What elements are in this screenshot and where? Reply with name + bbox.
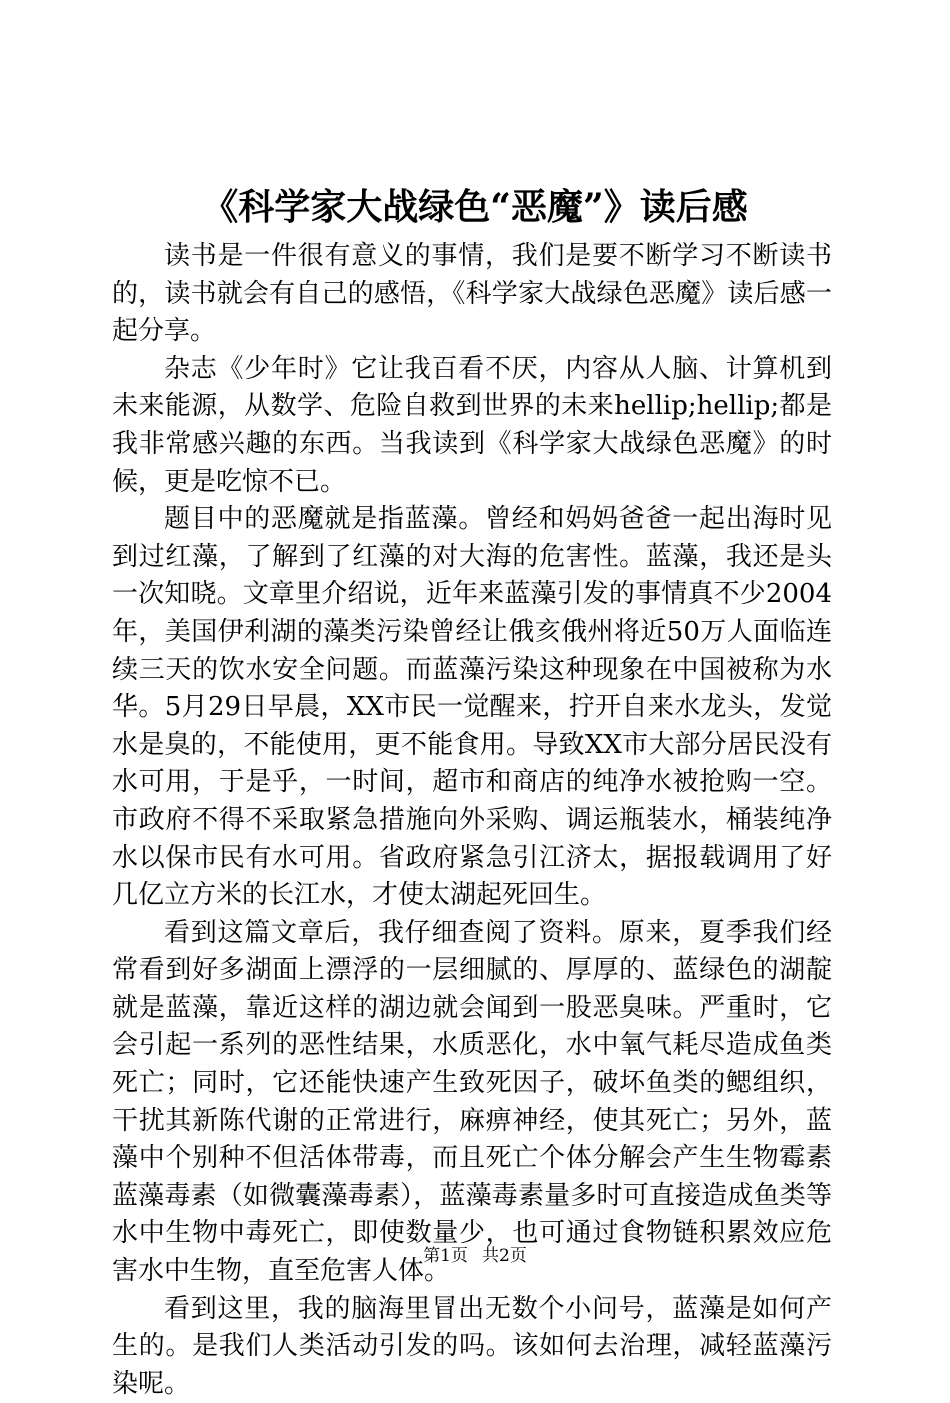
document-title: 《科学家大战绿色“恶魔”》读后感 <box>202 186 748 228</box>
page-footer <box>0 1244 950 1268</box>
paragraph-3: 题目中的恶魔就是指蓝藻。曾经和妈妈爸爸一起出海时见到过红藻，了解到了红藻的对大海的危害性。蓝藻，我还是头一次知晓。文章里介绍说，近年来蓝藻引发的事情真不少2004年，美国伊利湖的藻类污染曾经让俄亥俄州将近50万人面临连续三天的饮水安全问题。而蓝藻污染这种现象在中国被称为水华。5月29日早晨，XX市民一觉醒来，拧开自来水龙头，发觉水是臭的，不能使用，更不能食用。导致XX市大部分居民没有水可用，于是乎，一时间，超市和商店的纯净水被抢购一空。市政府不得不采取紧急措施向外采购、调运瓶装水，桶装纯净水以保市民有水可用。省政府紧急引江济太，据报载调用了好几亿立方米的长江水，才使太湖起死回生。 <box>112 504 832 911</box>
paragraph-1: 读书是一件很有意义的事情，我们是要不断学习不断读书的，读书就会有自己的感悟，《科学家大战绿色恶魔》读后感一起分享。 <box>112 241 832 347</box>
paragraph-5: 看到这里，我的脑海里冒出无数个小问号，蓝藻是如何产生的。是我们人类活动引发的吗。该如何去治理，减轻蓝藻污染呢。 <box>112 1293 832 1399</box>
page-number-total: 共2页 <box>482 1246 527 1266</box>
paragraph-4: 看到这篇文章后，我仔细查阅了资料。原来，夏季我们经常看到好多湖面上漂浮的一层细腻的、厚厚的、蓝绿色的湖靛就是蓝藻，靠近这样的湖边就会闻到一股恶臭味。严重时，它会引起一系列的恶性结果，水质恶化，水中氧气耗尽造成鱼类死亡；同时，它还能快速产生致死因子，破坏鱼类的鳃组织，干扰其新陈代谢的正常进行，麻痹神经，使其死亡；另外，蓝藻中个别种不但活体带毒，而且死亡个体分解会产生生物霉素蓝藻毒素（如微囊藻毒素），蓝藻毒素量多时可直接造成鱼类等水中生物中毒死亡，即使数量少，也可通过食物链积累效应危害水中生物，直至危害人体。 <box>112 917 832 1287</box>
page-number-current: 第1页 <box>423 1246 468 1266</box>
document-body <box>112 238 832 1403</box>
paragraph-2: 杂志《少年时》它让我百看不厌，内容从人脑、计算机到未来能源，从数学、危险自救到世界的未来hellip;hellip;都是我非常感兴趣的东西。当我读到《科学家大战绿色恶魔》的时候，更是吃惊不已。 <box>112 353 832 497</box>
